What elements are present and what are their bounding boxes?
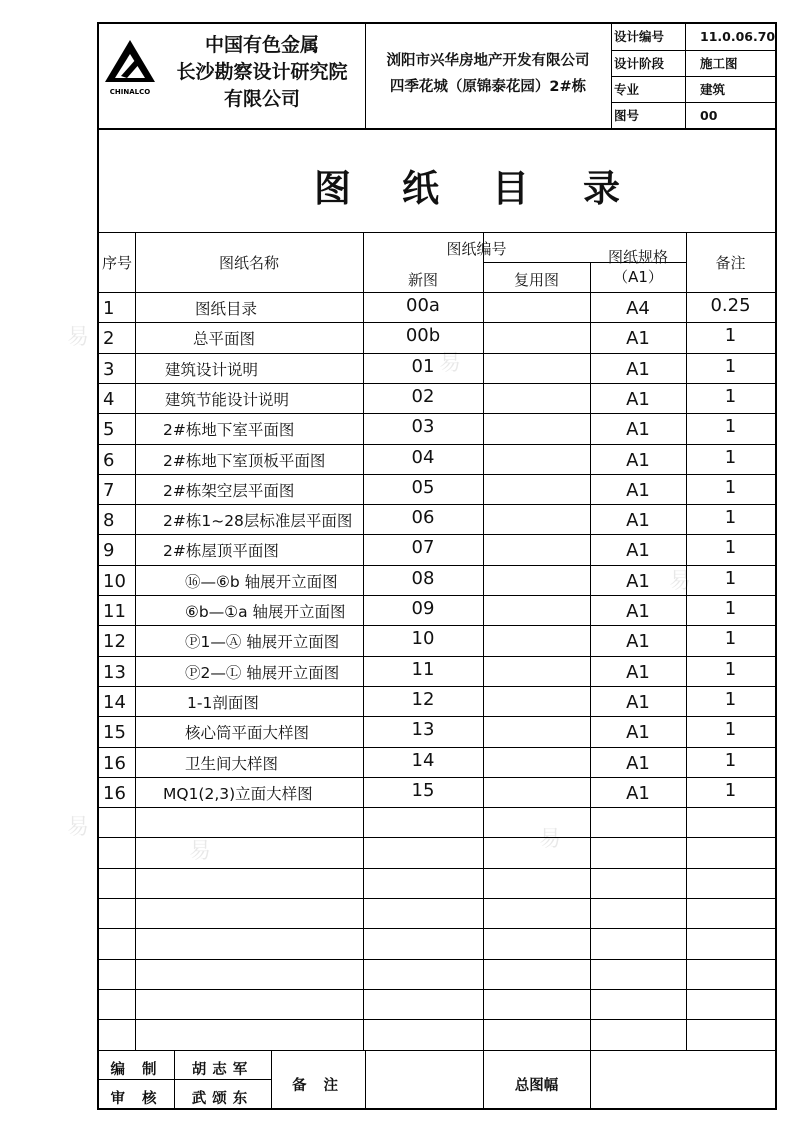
row-new: 13	[411, 719, 435, 741]
row-seq: 16	[103, 782, 126, 804]
watermark: 易	[669, 569, 692, 594]
row-new: 07	[411, 537, 435, 559]
drawing-sheet	[67, 22, 777, 1110]
row-seq: 11	[103, 601, 126, 622]
row-new: 12	[411, 688, 435, 710]
row-seq: 14	[103, 691, 126, 713]
row-new: 15	[411, 779, 435, 801]
row-note: 1	[724, 598, 737, 619]
row-note: 1	[724, 476, 737, 498]
row-seq: 9	[103, 540, 115, 562]
row-note: 1	[724, 416, 737, 438]
row-name: 1-1剖面图	[187, 693, 259, 712]
row-spec: A1	[626, 540, 650, 562]
row-spec: A1	[626, 722, 650, 744]
row-new: 00a	[406, 295, 440, 316]
header-note: 备注	[715, 254, 746, 272]
info-key: 设计编号	[614, 29, 665, 44]
row-name: ⑥b—①a 轴展开立面图	[185, 603, 346, 621]
row-spec: A1	[626, 358, 650, 380]
header-number: 图纸编号	[446, 240, 507, 258]
row-spec: A1	[626, 782, 650, 804]
row-spec: A1	[626, 601, 650, 622]
row-seq: 8	[103, 510, 115, 532]
watermark: 易	[67, 325, 90, 350]
row-seq: 5	[103, 419, 115, 441]
row-spec: A1	[626, 631, 650, 653]
row-seq: 15	[103, 722, 126, 744]
row-seq: 12	[103, 631, 126, 653]
institute-line-3: 有限公司	[223, 88, 300, 110]
header-name: 图纸名称	[218, 254, 279, 272]
row-name: 建筑节能设计说明	[165, 390, 290, 409]
row-spec: A1	[626, 419, 650, 441]
header-reuse: 复用图	[513, 271, 559, 289]
row-spec: A1	[626, 752, 650, 774]
info-row	[611, 50, 775, 77]
header-seq: 序号	[101, 254, 132, 272]
row-name: 2#栋1~28层标准层平面图	[163, 512, 353, 531]
project-info	[365, 48, 611, 100]
title-block-header	[99, 24, 775, 130]
row-seq: 1	[103, 298, 115, 319]
row-new: 00b	[405, 325, 441, 347]
info-key: 图号	[614, 108, 640, 123]
row-name: 2#栋屋顶平面图	[163, 542, 279, 561]
row-note: 1	[724, 779, 737, 801]
row-name: ⑯—⑥b 轴展开立面图	[185, 572, 338, 591]
title-char-2: 纸	[402, 167, 439, 210]
row-new: 01	[411, 355, 435, 377]
row-spec: A1	[626, 449, 650, 471]
row-new: 10	[411, 628, 435, 650]
row-name: 卫生间大样图	[185, 754, 279, 773]
header-spec-sub: （A1）	[613, 268, 663, 286]
row-seq: 3	[103, 358, 115, 380]
row-new: 11	[411, 658, 435, 680]
row-name: Ⓟ1—Ⓐ 轴展开立面图	[185, 633, 340, 652]
row-seq: 7	[103, 479, 115, 501]
institute-line-2: 长沙勘察设计研究院	[176, 61, 348, 83]
row-note: 1	[724, 628, 737, 650]
row-spec: A1	[626, 388, 650, 410]
row-spec: A1	[626, 570, 650, 592]
review-label: 审 核	[110, 1090, 163, 1107]
watermark: 易	[189, 839, 212, 864]
row-new: 05	[411, 476, 435, 498]
row-spec: A1	[626, 510, 650, 532]
document-title	[99, 128, 775, 233]
client-name: 浏阳市兴华房地产开发有限公司	[386, 53, 590, 69]
institute-line-1: 中国有色金属	[204, 34, 319, 56]
row-name: MQ1(2,3)立面大样图	[163, 784, 313, 803]
row-note: 1	[724, 507, 737, 529]
title-char-3: 目	[492, 167, 529, 210]
row-spec: A1	[626, 328, 650, 350]
row-note: 1	[724, 325, 737, 347]
row-name: 总平面图	[193, 330, 256, 349]
header-new: 新图	[407, 271, 438, 289]
row-new: 03	[411, 416, 435, 438]
row-name: 2#栋地下室平面图	[163, 421, 295, 440]
watermark: 易	[67, 815, 90, 840]
row-note: 1	[724, 385, 737, 407]
row-seq: 10	[103, 570, 126, 592]
row-new: 02	[411, 385, 435, 407]
title-char-1: 图	[314, 167, 351, 210]
compile-name: 胡志军	[191, 1061, 254, 1078]
watermark: 易	[439, 351, 462, 376]
row-seq: 6	[103, 449, 115, 471]
row-spec: A1	[626, 691, 650, 713]
info-value: 建筑	[685, 77, 775, 103]
row-name: 2#栋架空层平面图	[163, 481, 295, 500]
company-logo	[103, 38, 157, 100]
info-row	[611, 24, 775, 50]
row-name: 2#栋地下室顶板平面图	[163, 451, 326, 470]
row-spec: A1	[626, 479, 650, 501]
remarks-label: 备 注	[291, 1077, 345, 1094]
row-new: 06	[411, 507, 435, 529]
row-new: 14	[411, 749, 435, 771]
row-note: 1	[724, 567, 737, 589]
title-char-4: 录	[583, 167, 620, 210]
info-key: 专业	[614, 82, 640, 97]
watermark: 易	[539, 827, 562, 852]
compile-label: 编 制	[110, 1061, 163, 1078]
row-new: 09	[411, 598, 435, 619]
review-name: 武颂东	[191, 1090, 254, 1107]
info-value: 11.0.06.70	[685, 24, 775, 50]
row-spec: A1	[626, 661, 650, 683]
row-note: 1	[724, 446, 737, 468]
row-note: 1	[724, 688, 737, 710]
info-key: 设计阶段	[614, 56, 665, 71]
row-new: 08	[411, 567, 435, 589]
row-seq: 2	[103, 328, 115, 350]
total-label: 总图幅	[514, 1077, 559, 1094]
logo-text: CHINALCO	[109, 88, 151, 96]
row-seq: 13	[103, 661, 126, 683]
info-value: 施工图	[685, 51, 775, 77]
header-spec: 图纸规格	[607, 248, 668, 266]
row-seq: 4	[103, 388, 115, 410]
row-note: 1	[724, 658, 737, 680]
row-new: 04	[411, 446, 435, 468]
row-name: Ⓟ2—Ⓛ 轴展开立面图	[185, 663, 340, 682]
row-note: 1	[724, 719, 737, 741]
row-note: 1	[724, 355, 737, 377]
info-value: 00	[685, 103, 775, 129]
row-note: 1	[724, 749, 737, 771]
row-seq: 16	[103, 752, 126, 774]
institute-name	[159, 32, 365, 113]
row-note: 0.25	[710, 295, 751, 316]
row-name: 建筑设计说明	[165, 360, 259, 379]
info-row	[611, 76, 775, 103]
row-note: 1	[724, 537, 737, 559]
info-row	[611, 102, 775, 129]
project-name: 四季花城（原锦泰花园）2#栋	[389, 79, 587, 95]
row-name: 核心筒平面大样图	[185, 724, 310, 743]
row-name: 图纸目录	[195, 300, 258, 318]
row-spec: A4	[626, 298, 650, 319]
